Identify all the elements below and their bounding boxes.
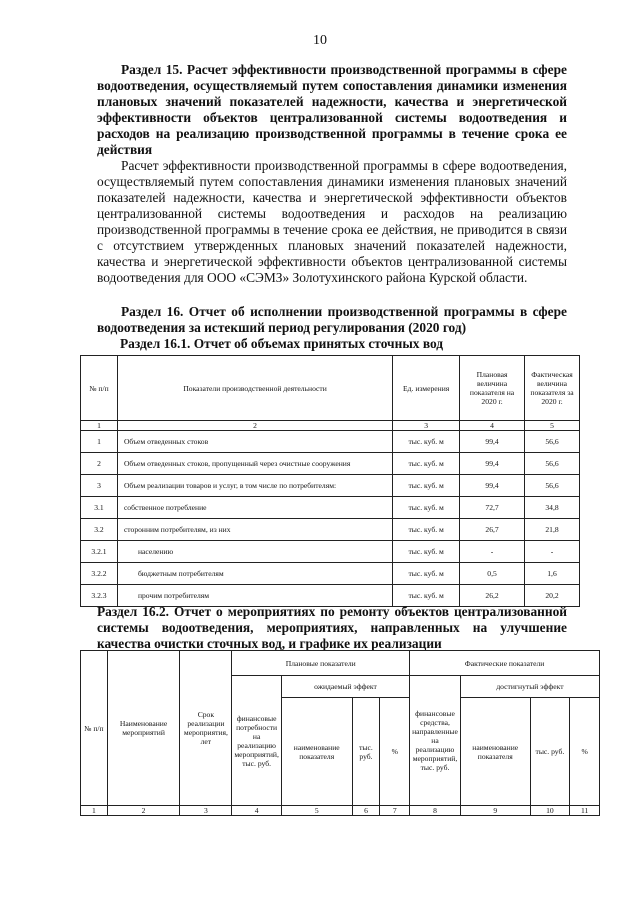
header-fact-fin: финансовые средства, направленные на реализацию мероприятий, тыс. руб.: [410, 676, 461, 806]
column-number-row: [81, 421, 580, 431]
row-unit: тыс. куб. м: [393, 497, 460, 519]
row-plan: 99,4: [460, 475, 525, 497]
col-num: 3: [393, 421, 460, 431]
col-num: 5: [281, 806, 352, 816]
header-no: № п/п: [81, 651, 108, 806]
header-rub: тыс. руб.: [530, 698, 570, 806]
row-indicator: населению: [117, 541, 392, 563]
table-header-row: [81, 356, 580, 421]
row-number: 3: [81, 475, 118, 497]
row-indicator: прочим потребителям: [117, 585, 392, 607]
row-indicator: сторонним потребителям, из них: [117, 519, 392, 541]
row-number: 3.2.1: [81, 541, 118, 563]
row-fact: -: [525, 541, 580, 563]
page-number: 10: [313, 33, 327, 48]
row-plan: 99,4: [460, 453, 525, 475]
row-fact: 1,6: [525, 563, 580, 585]
section-16-title: Раздел 16. Отчет об исполнении производственной программы в сфере водоотведения за истекший период регулирования (2020 год): [97, 304, 567, 335]
row-indicator: бюджетным потребителям: [117, 563, 392, 585]
sewage-volume-table: [80, 355, 580, 607]
header-cell: Плановая величина показателя на 2020 г.: [460, 356, 525, 421]
table-row: [81, 519, 580, 541]
row-unit: тыс. куб. м: [393, 563, 460, 585]
col-num: 8: [410, 806, 461, 816]
row-unit: тыс. куб. м: [393, 519, 460, 541]
header-pct: %: [570, 698, 600, 806]
header-ind-name: наименование показателя: [460, 698, 530, 806]
table-row: [81, 431, 580, 453]
row-fact: 56,6: [525, 431, 580, 453]
row-unit: тыс. куб. м: [393, 475, 460, 497]
section-15-title: Раздел 15. Расчет эффективности производственной программы в сфере водоотведения, осуществляемый путем сопоставления динамики изменения плановых значений показателей надежности, качества и энергетической эффективности объектов централизованной системы водоотведения и расходов на реализацию производственной программы в течение срока ее действия: [97, 62, 567, 157]
column-number-row: [81, 806, 600, 816]
header-fact: Фактические показатели: [410, 651, 600, 676]
repair-measures-table: [80, 650, 600, 816]
header-cell: Показатели производственной деятельности: [117, 356, 392, 421]
col-num: 2: [117, 421, 392, 431]
col-num: 6: [352, 806, 380, 816]
row-number: 3.2: [81, 519, 118, 541]
header-achieved: достигнутый эффект: [460, 676, 599, 698]
header-cell: Ед. измерения: [393, 356, 460, 421]
header-term: Срок реализации мероприятия, лет: [180, 651, 232, 806]
col-num: 2: [107, 806, 180, 816]
row-fact: 56,6: [525, 475, 580, 497]
row-unit: тыс. куб. м: [393, 431, 460, 453]
header-plan: Плановые показатели: [232, 651, 410, 676]
header-cell: Фактическая величина показателя за 2020 г.: [525, 356, 580, 421]
row-number: 2: [81, 453, 118, 475]
table-row: [81, 497, 580, 519]
col-num: 7: [380, 806, 410, 816]
row-indicator: Объем отведенных стоков: [117, 431, 392, 453]
row-number: 1: [81, 431, 118, 453]
col-num: 4: [460, 421, 525, 431]
col-num: 1: [81, 421, 118, 431]
header-ind-name: наименование показателя: [281, 698, 352, 806]
row-number: 3.2.2: [81, 563, 118, 585]
header-rub: тыс. руб.: [352, 698, 380, 806]
section-16-1-title: Раздел 16.1. Отчет об объемах принятых сточных вод: [120, 336, 444, 351]
row-fact: 20,2: [525, 585, 580, 607]
row-unit: тыс. куб. м: [393, 541, 460, 563]
section-16-2-title: Раздел 16.2. Отчет о мероприятиях по ремонту объектов централизованной системы водоотведения, мероприятиях, направленных на улучшение качества очистки сточных вод, и графике их реализации: [97, 604, 567, 651]
header-name: Наименование мероприятий: [107, 651, 180, 806]
row-fact: 21,8: [525, 519, 580, 541]
col-num: 9: [460, 806, 530, 816]
row-fact: 56,6: [525, 453, 580, 475]
section-15-text: Расчет эффективности производственной программы в сфере водоотведения, осуществляемый путем сопоставления динамики изменения плановых значений показателей надежности, качества и энергетической эффективности объектов централизованной системы водоотведения и расходов на реализацию производственной программы в течение срока ее действия, не приводится в связи с отсутствием утвержденных плановых значений показателей надежности, качества и энергетической эффективности объектов централизованной системы водоотведения для ООО «СЭМЗ» Золотухинского района Курской области.: [97, 158, 567, 285]
col-num: 3: [180, 806, 232, 816]
row-unit: тыс. куб. м: [393, 585, 460, 607]
row-plan: 26,2: [460, 585, 525, 607]
header-cell: № п/п: [81, 356, 118, 421]
header-plan-fin: финансовые потребности на реализацию мероприятий, тыс. руб.: [232, 676, 282, 806]
table-row: [81, 475, 580, 497]
col-num: 5: [525, 421, 580, 431]
row-indicator: Объем реализации товаров и услуг, в том числе по потребителям:: [117, 475, 392, 497]
row-plan: 99,4: [460, 431, 525, 453]
header-expected: ожидаемый эффект: [281, 676, 409, 698]
row-plan: -: [460, 541, 525, 563]
table-row: [81, 563, 580, 585]
col-num: 4: [232, 806, 282, 816]
row-indicator: Объем отведенных стоков, пропущенный через очистные сооружения: [117, 453, 392, 475]
col-num: 11: [570, 806, 600, 816]
row-unit: тыс. куб. м: [393, 453, 460, 475]
row-plan: 26,7: [460, 519, 525, 541]
row-indicator: собственное потребление: [117, 497, 392, 519]
row-number: 3.1: [81, 497, 118, 519]
row-number: 3.2.3: [81, 585, 118, 607]
table-row: [81, 541, 580, 563]
header-pct: %: [380, 698, 410, 806]
row-plan: 0,5: [460, 563, 525, 585]
col-num: 10: [530, 806, 570, 816]
row-plan: 72,7: [460, 497, 525, 519]
row-fact: 34,8: [525, 497, 580, 519]
col-num: 1: [81, 806, 108, 816]
table-row: [81, 453, 580, 475]
